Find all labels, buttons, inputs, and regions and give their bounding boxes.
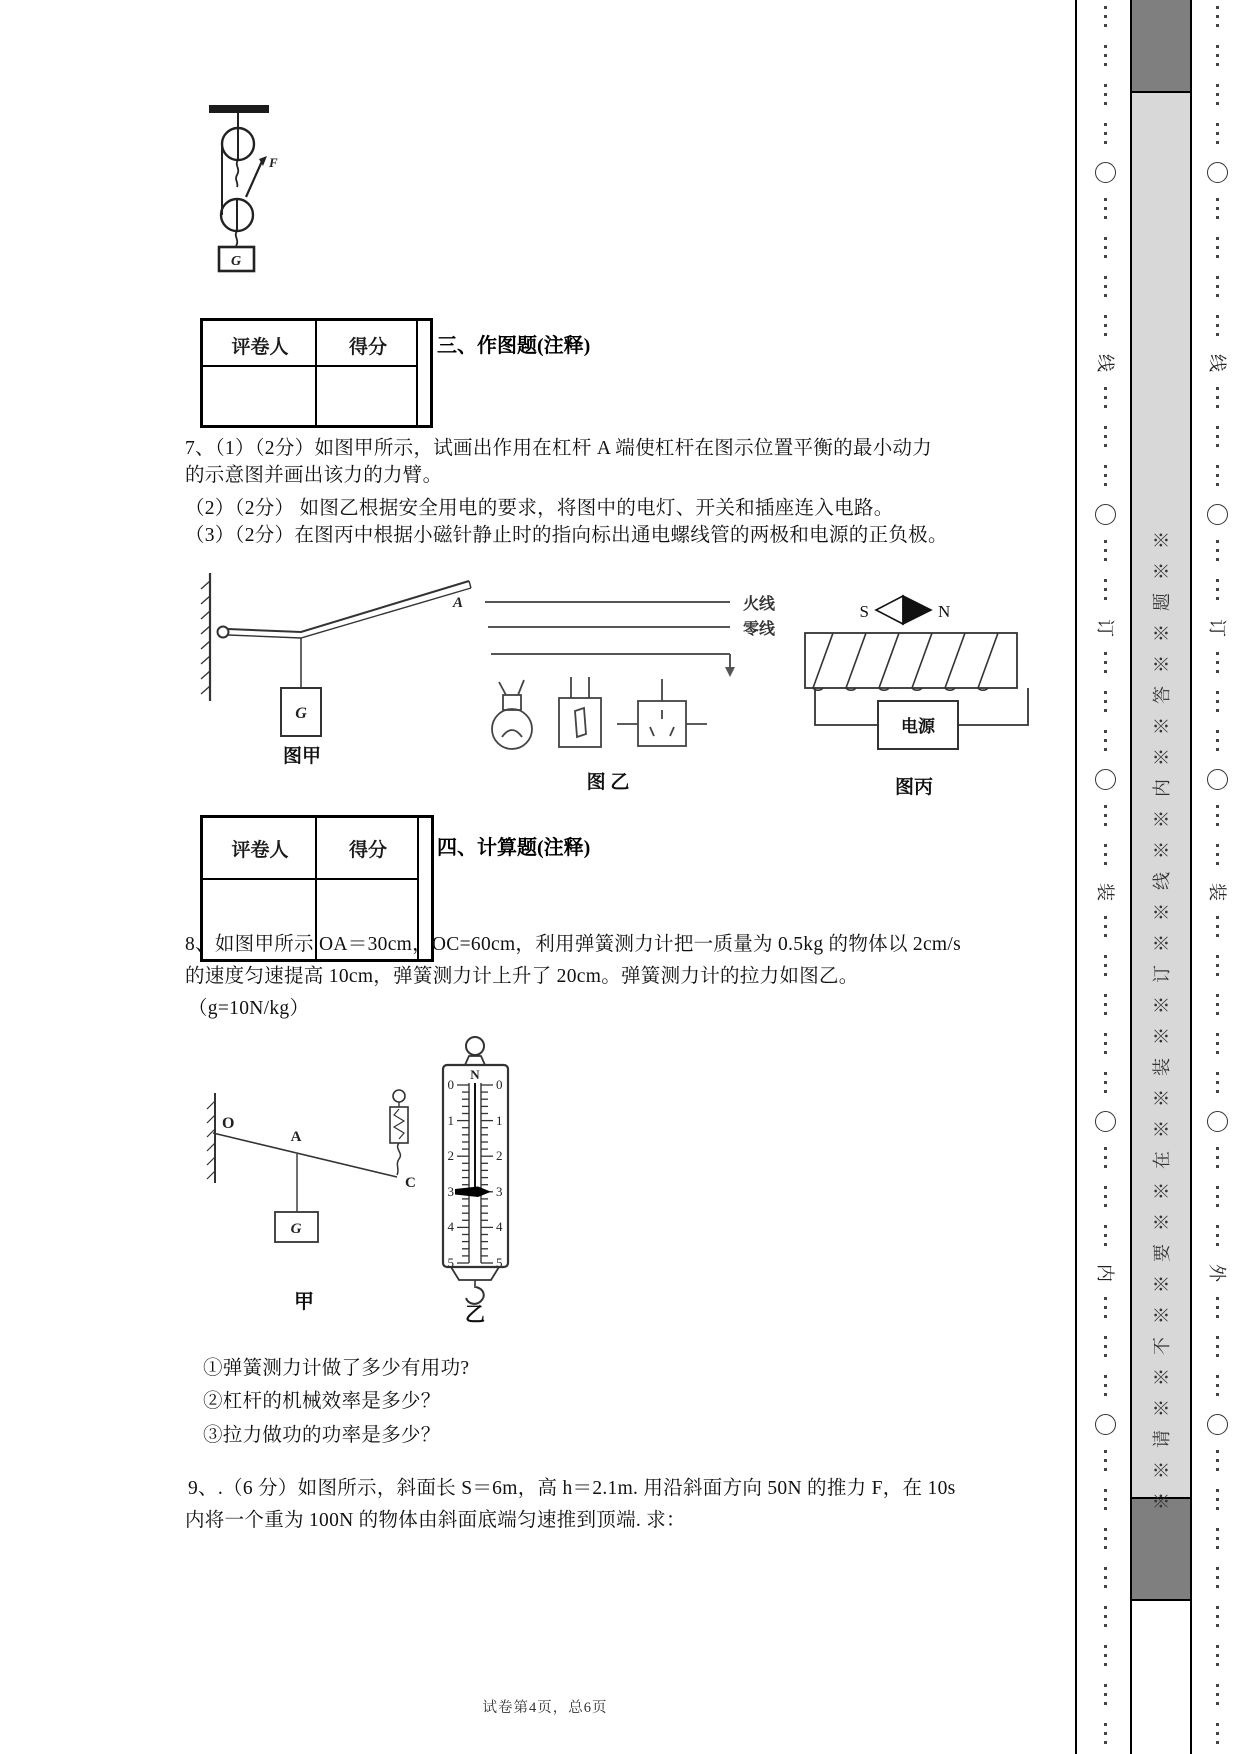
dash-group <box>1104 1225 1107 1249</box>
dash-group <box>1216 1186 1219 1210</box>
punch-circle <box>1207 1414 1228 1435</box>
svg-text:0: 0 <box>496 1077 503 1092</box>
power-supply-label: 电源 <box>901 717 935 736</box>
dash-group <box>1216 123 1219 147</box>
binding-char: 装 <box>1095 882 1115 901</box>
dash-group <box>1216 916 1219 940</box>
binding-margin-right-column <box>1202 0 1232 1754</box>
svg-text:1: 1 <box>496 1113 503 1128</box>
dash-group <box>1104 237 1107 261</box>
dash-group <box>1104 123 1107 147</box>
dash-group <box>1216 691 1219 715</box>
q7-line1: 7、（1）（2分）如图甲所示，试画出作用在杠杆 A 端使杠杆在图示位置平衡的最小动力 <box>185 438 933 459</box>
binding-strip-bottom-blank <box>1130 1601 1192 1754</box>
ceiling-bar <box>209 105 269 113</box>
point-o-label: O <box>222 1115 235 1132</box>
dash-group <box>1104 1033 1107 1057</box>
q8-line2: 的速度匀速提高 10cm，弹簧测力计上升了 20cm。弹簧测力计的拉力如图乙。 <box>185 966 859 987</box>
dash-group <box>1216 1528 1219 1552</box>
hook <box>397 1143 400 1175</box>
svg-text:1: 1 <box>447 1113 454 1128</box>
binding-char: 外 <box>1207 1264 1227 1283</box>
binding-margin-left-column <box>1090 0 1120 1754</box>
dash-group <box>1216 1645 1219 1669</box>
binding-char: 线 <box>1207 354 1227 373</box>
svg-text:2: 2 <box>496 1148 503 1163</box>
solenoid-body <box>805 633 1017 688</box>
score-header: 得分 <box>348 840 388 861</box>
q7-line4: （3）（2分）在图丙中根据小磁针静止时的指向标出通电螺线管的两极和电源的正负极。 <box>185 525 948 546</box>
svg-text:3: 3 <box>496 1184 503 1199</box>
dash-group <box>1216 426 1219 450</box>
table-header-line <box>203 365 418 367</box>
dash-group <box>1216 1723 1219 1747</box>
dash-group <box>1104 84 1107 108</box>
weight-g-label: G <box>290 1221 302 1237</box>
dash-group <box>1104 426 1107 450</box>
punch-circle <box>1207 162 1228 183</box>
page-footer: 试卷第4页，总6页 <box>482 1700 608 1716</box>
dash-group <box>1104 1606 1107 1630</box>
dash-group <box>1216 1297 1219 1321</box>
binding-char: 线 <box>1095 354 1115 373</box>
punch-circle <box>1095 1111 1116 1132</box>
punch-circle <box>1207 1111 1228 1132</box>
dash-group <box>1104 994 1107 1018</box>
dash-group <box>1104 6 1107 30</box>
live-wire-label: 火线 <box>743 596 776 613</box>
q8-figures <box>185 1035 545 1330</box>
dash-group <box>1104 198 1107 222</box>
dash-group <box>1216 579 1219 603</box>
dash-group <box>1104 844 1107 868</box>
dash-group <box>1104 691 1107 715</box>
binding-char: 装 <box>1207 882 1227 901</box>
lever-figure-jia <box>201 573 471 767</box>
socket-symbol <box>617 679 707 746</box>
dash-group <box>1104 1072 1107 1096</box>
dash-group <box>1216 1684 1219 1708</box>
ring <box>466 1037 484 1055</box>
weight-g-label: G <box>295 705 307 722</box>
section3-title: 三、作图题(注释) <box>437 335 591 357</box>
solenoid-coils <box>813 633 998 690</box>
dash-group <box>1216 387 1219 411</box>
grader-header: 评卷人 <box>231 840 289 861</box>
caption-bing: 图丙 <box>894 777 934 798</box>
pulley-figure <box>185 85 335 280</box>
dash-group <box>1216 1336 1219 1360</box>
svg-text:2: 2 <box>447 1148 454 1163</box>
section4-title: 四、计算题(注释) <box>437 837 591 859</box>
binding-strip-dark-top <box>1130 0 1192 93</box>
dash-group <box>1216 652 1219 676</box>
bulb-symbol <box>492 680 532 749</box>
dash-group <box>1104 652 1107 676</box>
dash-group <box>1104 387 1107 411</box>
dash-group <box>1216 805 1219 829</box>
dash-group <box>1216 1225 1219 1249</box>
dash-group <box>1216 276 1219 300</box>
table-double-border <box>416 321 418 425</box>
pointer-at-3N <box>455 1187 491 1198</box>
margin-border-line <box>1075 0 1077 1754</box>
svg-text:4: 4 <box>496 1219 503 1234</box>
dash-group <box>1104 1297 1107 1321</box>
punch-circle <box>1207 504 1228 525</box>
q9-line1: 9、.（6 分）如图所示，斜面长 S＝6m，高 h＝2.1m. 用沿斜面方向 50N 的推力 F，在 10s <box>188 1478 956 1499</box>
dash-group <box>1104 1186 1107 1210</box>
dash-group <box>1216 198 1219 222</box>
dash-group <box>1104 730 1107 754</box>
dash-group <box>1216 84 1219 108</box>
solenoid-figure-bing <box>805 596 1028 798</box>
svg-text:5: 5 <box>447 1255 454 1270</box>
table-header-line <box>203 878 419 880</box>
dash-group <box>1216 844 1219 868</box>
svg-text:0: 0 <box>447 1077 454 1092</box>
q8-sub3: ③拉力做功的功率是多少？ <box>203 1425 441 1446</box>
compass-n-label: N <box>938 602 951 621</box>
spring-scale-figure-yi <box>443 1037 508 1326</box>
punch-circle <box>1095 504 1116 525</box>
dash-group <box>1104 1645 1107 1669</box>
switch-symbol <box>559 677 601 747</box>
dash-group <box>1216 1567 1219 1591</box>
q8-sub1: ①弹簧测力计做了多少有用功? <box>203 1358 470 1379</box>
dash-group <box>1104 540 1107 564</box>
dash-group <box>1104 1336 1107 1360</box>
circuit-figure-yi <box>485 595 776 793</box>
dash-group <box>1104 1528 1107 1552</box>
punch-circle <box>1095 769 1116 790</box>
dash-group <box>1104 805 1107 829</box>
dash-group <box>1104 315 1107 339</box>
svg-text:5: 5 <box>496 1255 503 1270</box>
dash-group <box>1216 994 1219 1018</box>
dash-group <box>1216 465 1219 489</box>
caption-jia: 图甲 <box>282 746 322 767</box>
q9-line2: 内将一个重为 100N 的物体由斜面底端匀速推到顶端. 求： <box>185 1510 686 1531</box>
lever-figure-8-jia <box>207 1090 416 1313</box>
score-table-section3 <box>200 318 433 428</box>
lever-end-a-label: A <box>453 595 464 611</box>
caption-yi: 乙 <box>465 1304 485 1326</box>
dash-group <box>1216 45 1219 69</box>
punch-circle <box>1095 1414 1116 1435</box>
dash-group <box>1104 1375 1107 1399</box>
svg-text:4: 4 <box>447 1219 454 1234</box>
dash-group <box>1216 955 1219 979</box>
compass-needle-s <box>876 596 903 624</box>
neutral-wire-label: 零线 <box>743 621 776 638</box>
punch-circle <box>1207 769 1228 790</box>
grader-header: 评卷人 <box>231 337 289 358</box>
dash-group <box>1216 1072 1219 1096</box>
caption-yi: 图 乙 <box>586 772 630 793</box>
binding-strip-warning-text: ※※请※※不※※要※※在※※装※※订※※线※※内※※答※※题※※ <box>1152 518 1172 1510</box>
dash-group <box>1104 1450 1107 1474</box>
dash-group <box>1104 276 1107 300</box>
q7-line2: 的示意图并画出该力的力臂。 <box>185 465 443 486</box>
compass-s-label: S <box>859 602 869 621</box>
dash-group <box>1216 1375 1219 1399</box>
dash-group <box>1104 45 1107 69</box>
dash-group <box>1216 1147 1219 1171</box>
svg-text:3: 3 <box>447 1184 454 1199</box>
dash-group <box>1216 6 1219 30</box>
q7-figures <box>185 555 1070 810</box>
dash-group <box>1216 1489 1219 1513</box>
binding-char: 内 <box>1095 1264 1115 1283</box>
dash-group <box>1104 1567 1107 1591</box>
hook-link <box>236 160 238 187</box>
score-header: 得分 <box>348 337 388 358</box>
dash-group <box>1104 1147 1107 1171</box>
table-divider <box>315 321 317 425</box>
dash-group <box>1104 1489 1107 1513</box>
compass-needle-n <box>903 596 931 624</box>
force-label: F <box>269 155 278 170</box>
spring-gauge <box>390 1107 408 1143</box>
unit-label: N <box>470 1067 480 1082</box>
q7-line3: （2）（2分） 如图乙根据安全用电的要求，将图中的电灯、开关和插座连入电路。 <box>185 498 894 519</box>
dash-group <box>1104 579 1107 603</box>
lever-bar <box>213 1133 397 1177</box>
binding-char: 订 <box>1207 618 1227 637</box>
binding-char: 订 <box>1095 618 1115 637</box>
dash-group <box>1216 237 1219 261</box>
q8-sub2: ②杠杆的机械效率是多少？ <box>203 1391 441 1412</box>
dash-group <box>1216 540 1219 564</box>
bottom-hook <box>466 1287 484 1304</box>
force-arrow <box>246 159 263 197</box>
dash-group <box>1216 315 1219 339</box>
dash-group <box>1104 955 1107 979</box>
pivot <box>218 627 229 638</box>
dash-group <box>1216 1450 1219 1474</box>
caption-jia: 甲 <box>294 1291 314 1313</box>
dash-group <box>1216 1606 1219 1630</box>
dash-group <box>1216 730 1219 754</box>
q8-line1: 8、如图甲所示 OA＝30cm，OC=60cm，利用弹簧测力计把一质量为 0.5kg 的物体以 2cm/s <box>185 934 961 955</box>
dash-group <box>1104 465 1107 489</box>
dash-group <box>1216 1033 1219 1057</box>
dash-group <box>1104 916 1107 940</box>
down-arrow <box>725 667 735 677</box>
dash-group <box>1104 1684 1107 1708</box>
q8-line3: （g=10N/kg） <box>188 998 310 1019</box>
dash-group <box>1104 1723 1107 1747</box>
punch-circle <box>1095 162 1116 183</box>
point-a-label: A <box>290 1129 302 1145</box>
weight-label: G <box>230 254 242 269</box>
point-c-label: C <box>405 1175 416 1191</box>
